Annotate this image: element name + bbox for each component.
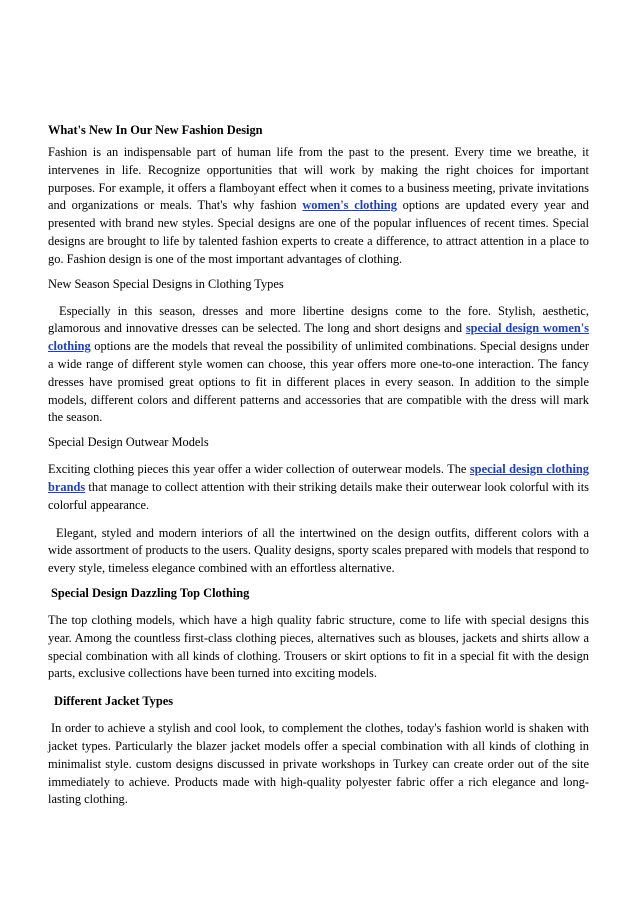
section-heading-new-season: New Season Special Designs in Clothing Types: [48, 276, 284, 291]
paragraph-top-clothing: The top clothing models, which have a high quality fabric structure, come to life with special designs this year. Among the countless first-class clothing pieces, alternatives such as blouses, jackets and shirts allow a special combination with all kinds of clothing. Trousers or skirt options to fit in a special fit with the design parts, exclusive collections have been turned into exciting models.: [48, 612, 589, 681]
section-heading-outwear: Special Design Outwear Models: [48, 435, 209, 450]
paragraph-text: that manage to collect attention with their striking details make their outerwear look colorful with its colorful appearance.: [48, 479, 589, 512]
special-design-clothing-brands-link[interactable]: special design clothing brands: [48, 462, 589, 494]
document-page: [48, 122, 589, 816]
paragraph-text: options are updated every year and presented with brand new styles. Special designs are one of the popular influences of recent times. Special designs are brought to life by talented fashion experts to create a difference, to attract attention in a place to go. Fashion design is one of the most important advantages of clothing.: [48, 198, 589, 266]
womens-clothing-link[interactable]: women's clothing: [302, 198, 397, 213]
paragraph-outwear: [48, 461, 589, 514]
paragraph-elegant: Elegant, styled and modern interiors of all the intertwined on the design outfits, different colors with a wide assortment of products to the users. Quality designs, sporty scales prepared with models that respond to every style, timeless elegance combined with an effortless alternative.: [48, 525, 589, 576]
paragraph-text: options are the models that reveal the possibility of unlimited combinations. Special designs under a wide range of different style women can choose, this year offers more one-to-one interaction. The fancy dresses have promised great options to fit in different places in every season. In addition to the simple models, different colors and different patterns and accessories that are compatible with the dress will mark the season.: [48, 339, 589, 425]
paragraph-text: Fashion is an indispensable part of human life from the past to the present. Every time we breathe, it intervenes in life. Recognize opportunities that will work by making the right choices for important purposes. For example, it offers a flamboyant effect when it comes to a business meeting, private invitations and organizations or meals. That's why fashion: [48, 145, 589, 213]
paragraph-new-season: [48, 303, 589, 428]
paragraph-text: Especially in this season, dresses and more libertine designs come to the fore. Stylish, aesthetic, glamorous and innovative dresses can be selected. The long and short designs and: [48, 303, 589, 336]
paragraph-intro: [48, 144, 589, 269]
special-design-womens-clothing-link[interactable]: special design women's clothing: [48, 321, 589, 354]
section-heading-top-clothing: Special Design Dazzling Top Clothing: [51, 585, 250, 600]
paragraph-text: Exciting clothing pieces this year offer a wider collection of outerwear models. The: [48, 462, 470, 477]
paragraph-jacket-types: In order to achieve a stylish and cool look, to complement the clothes, today's fashion world is shaken with jacket types. Particularly the blazer jacket models offer a special combination with all kinds of clothing in minimalist style. custom designs discussed in private workshops in Turkey can create order out of the site immediately to achieve. Products made with high-quality polyester fabric offer a rich elegance and long-lasting clothing.: [48, 721, 589, 807]
section-heading-jacket-types: Different Jacket Types: [54, 694, 174, 709]
article-title: What's New In Our New Fashion Design: [48, 123, 263, 137]
